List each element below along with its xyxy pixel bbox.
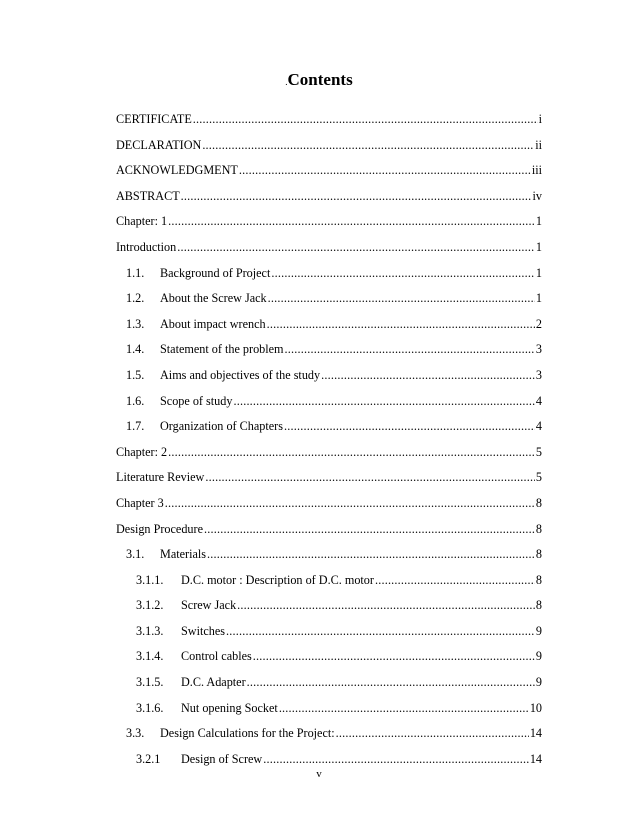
toc-entry-label: About impact wrench	[160, 316, 266, 331]
toc-dot-leader	[168, 445, 535, 459]
toc-entry[interactable]	[116, 394, 542, 420]
toc-entry-page: 5	[535, 444, 542, 459]
toc-entry[interactable]	[116, 291, 542, 317]
toc-entry[interactable]	[116, 112, 542, 138]
toc-dot-leader	[204, 522, 535, 536]
toc-entry[interactable]	[116, 189, 542, 215]
toc-dot-leader	[205, 470, 535, 484]
toc-entry-label: Screw Jack	[181, 598, 237, 613]
toc-entry[interactable]	[116, 368, 542, 394]
toc-entry[interactable]	[116, 445, 542, 471]
toc-dot-leader	[268, 291, 535, 305]
toc-entry[interactable]	[116, 163, 542, 189]
toc-entry-label: DECLARATION	[116, 137, 202, 152]
toc-entry-label: Chapter: 2	[116, 444, 168, 459]
toc-entry-number: 1.4.	[126, 342, 145, 357]
toc-entry-page: 1	[535, 291, 542, 306]
toc-entry-page: 14	[529, 751, 542, 766]
toc-entry-page: 10	[529, 700, 542, 715]
toc-entry-label: Switches	[181, 623, 226, 638]
toc-entry-number: 1.1.	[126, 265, 145, 280]
toc-entry-label: Control cables	[181, 649, 252, 664]
toc-dot-leader	[267, 317, 535, 331]
toc-entry-label: ABSTRACT	[116, 188, 180, 203]
toc-entry-page: 9	[535, 623, 542, 638]
toc-dot-leader	[237, 598, 535, 612]
toc-entry[interactable]	[116, 138, 542, 164]
toc-dot-leader	[202, 138, 534, 152]
toc-dot-leader	[253, 649, 535, 663]
toc-entry-page: ii	[535, 137, 542, 152]
toc-dot-leader	[177, 240, 535, 254]
toc-entry-page: 8	[535, 547, 542, 562]
toc-entry-label: D.C. motor : Description of D.C. motor	[181, 572, 374, 587]
toc-entry-page: 9	[535, 675, 542, 690]
toc-entry-page: 2	[535, 316, 542, 331]
toc-entry[interactable]	[116, 675, 542, 701]
toc-entry-page: 8	[535, 495, 542, 510]
toc-entry[interactable]	[116, 547, 542, 573]
title-text: Contents	[287, 70, 353, 89]
toc-entry-page: iii	[531, 163, 542, 178]
toc-entry-label: Materials	[160, 547, 207, 562]
toc-entry-label: Design Calculations for the Project:	[160, 726, 335, 741]
toc-entry-label: Background of Project	[160, 265, 271, 280]
toc-entry-page: 9	[535, 649, 542, 664]
toc-entry-label: Chapter: 1	[116, 214, 168, 229]
toc-entry-page: 8	[535, 521, 542, 536]
toc-dot-leader	[271, 266, 535, 280]
toc-entry-page: 8	[535, 572, 542, 587]
toc-entry[interactable]	[116, 317, 542, 343]
toc-entry[interactable]	[116, 598, 542, 624]
toc-dot-leader	[279, 701, 529, 715]
toc-entry[interactable]	[116, 342, 542, 368]
toc-entry-page: 1	[535, 239, 542, 254]
toc-entry-page: iv	[532, 188, 542, 203]
toc-dot-leader	[321, 368, 535, 382]
toc-dot-leader	[285, 342, 535, 356]
toc-dot-leader	[181, 189, 532, 203]
toc-entry-page: 8	[535, 598, 542, 613]
toc-entry-label: Statement of the problem	[160, 342, 284, 357]
toc-entry-label: Introduction	[116, 239, 177, 254]
toc-entry-number: 3.1.1.	[136, 572, 164, 587]
table-of-contents	[116, 112, 542, 777]
toc-entry-label: Chapter 3	[116, 495, 164, 510]
toc-entry-label: CERTIFICATE	[116, 112, 192, 126]
toc-entry-number: 1.6.	[126, 393, 145, 408]
page-number: v	[316, 768, 322, 780]
toc-entry[interactable]	[116, 726, 542, 752]
toc-entry-number: 3.1.2.	[136, 598, 164, 613]
toc-entry-label: D.C. Adapter	[181, 675, 246, 690]
toc-dot-leader	[284, 419, 535, 433]
toc-entry-label: ACKNOWLEDGMENT	[116, 163, 238, 178]
toc-entry-page: 4	[535, 393, 542, 408]
toc-entry[interactable]	[116, 624, 542, 650]
toc-entry[interactable]	[116, 649, 542, 675]
toc-entry-label: Design of Screw	[181, 751, 263, 766]
toc-entry-page: 14	[529, 726, 542, 741]
toc-entry-number: 3.1.4.	[136, 649, 164, 664]
toc-entry-page: 3	[535, 342, 542, 357]
toc-entry-number: 3.3.	[126, 726, 145, 741]
toc-entry-label: Nut opening Socket	[181, 700, 278, 715]
toc-entry-label: Organization of Chapters	[160, 419, 283, 434]
page-title	[0, 70, 638, 90]
toc-entry-label: Design Procedure	[116, 521, 203, 536]
toc-entry[interactable]	[116, 240, 542, 266]
toc-entry-page: 4	[535, 419, 542, 434]
toc-entry-number: 1.5.	[126, 367, 145, 382]
toc-entry-number: 3.1.3.	[136, 623, 164, 638]
toc-entry[interactable]	[116, 470, 542, 496]
toc-entry-number: 1.7.	[126, 419, 145, 434]
title-mark: .	[285, 77, 288, 87]
toc-entry-page: i	[538, 112, 542, 126]
toc-dot-leader	[263, 752, 529, 766]
toc-entry-label: Aims and objectives of the study	[160, 367, 321, 382]
toc-entry[interactable]	[116, 522, 542, 548]
toc-dot-leader	[375, 573, 535, 587]
toc-dot-leader	[226, 624, 535, 638]
toc-entry-page: 1	[535, 214, 542, 229]
toc-entry[interactable]	[116, 214, 542, 240]
toc-entry-page: 1	[535, 265, 542, 280]
toc-entry-number: 1.3.	[126, 316, 145, 331]
toc-dot-leader	[233, 394, 534, 408]
toc-entry-number: 3.1.	[126, 547, 145, 562]
toc-dot-leader	[247, 675, 535, 689]
toc-entry-label: About the Screw Jack	[160, 291, 267, 306]
toc-dot-leader	[239, 163, 531, 177]
toc-dot-leader	[207, 547, 535, 561]
toc-entry-number: 3.1.6.	[136, 700, 164, 715]
toc-entry[interactable]	[116, 419, 542, 445]
toc-entry-number: 3.1.5.	[136, 675, 164, 690]
toc-entry-label: Literature Review	[116, 470, 205, 485]
toc-dot-leader	[193, 112, 538, 126]
toc-entry-number: 1.2.	[126, 291, 145, 306]
toc-dot-leader	[168, 214, 535, 228]
toc-entry[interactable]	[116, 701, 542, 727]
toc-dot-leader	[336, 726, 529, 740]
toc-dot-leader	[165, 496, 535, 510]
toc-entry-page: 3	[535, 367, 542, 382]
toc-entry-label: Scope of study	[160, 393, 233, 408]
toc-entry[interactable]	[116, 496, 542, 522]
toc-entry[interactable]	[116, 573, 542, 599]
toc-entry-number: 3.2.1	[136, 751, 161, 766]
toc-entry-page: 5	[535, 470, 542, 485]
toc-entry[interactable]	[116, 266, 542, 292]
